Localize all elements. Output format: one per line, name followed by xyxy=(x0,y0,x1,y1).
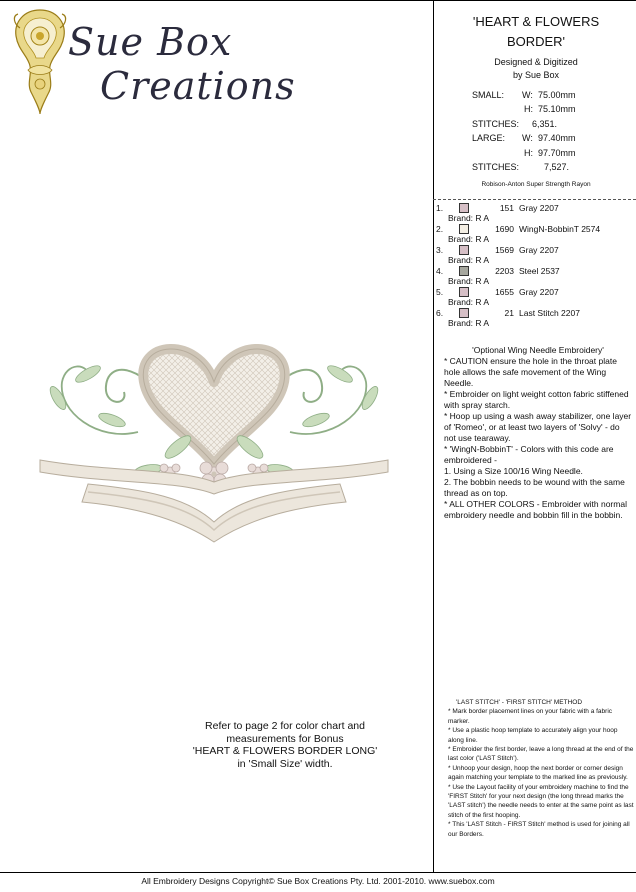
top-rule xyxy=(0,0,636,1)
color-name: Last Stitch 2207 xyxy=(519,308,580,318)
color-number: 2. xyxy=(436,224,444,234)
small-w-label: W: xyxy=(522,90,533,100)
color-brand: Brand: R A xyxy=(448,276,490,286)
refer-line4: in 'Small Size' width. xyxy=(237,757,333,770)
dashed-divider xyxy=(433,199,636,200)
color-swatch xyxy=(459,203,469,213)
color-code: 1690 xyxy=(495,224,514,234)
large-width: 97.40mm xyxy=(538,133,576,143)
designer-credit xyxy=(436,56,636,82)
color-code: 1569 xyxy=(495,245,514,255)
thread-brand: Robison-Anton Super Strength Rayon xyxy=(481,181,591,188)
color-code: 1655 xyxy=(495,287,514,297)
color-brand: Brand: R A xyxy=(448,297,490,307)
color-code: 21 xyxy=(504,308,514,318)
color-number: 4. xyxy=(436,266,444,276)
column-divider xyxy=(433,0,434,872)
color-name: Steel 2537 xyxy=(519,266,560,276)
large-stitches-label: STITCHES: xyxy=(472,162,520,172)
logo-text-line1: Sue Box xyxy=(68,20,233,64)
color-swatch xyxy=(459,245,469,255)
color-number: 1. xyxy=(436,203,444,213)
color-name: Gray 2207 xyxy=(519,245,559,255)
logo-text-line2: Creations xyxy=(100,64,296,108)
color-code: 151 xyxy=(499,203,514,213)
notes-caution: * CAUTION ensure the hole in the throat plate hole allows the safe movement of the Wing Needle. xyxy=(444,356,617,388)
notes-stabilizer: * Hoop up using a wash away stabilizer, one layer of 'Romeo', or at least two layers of 'Solvy' - do not use tearaway. xyxy=(444,411,632,443)
method-step3: * Embroider the first border, leave a long thread at the end of the last color ('LAST Stitch'). xyxy=(448,746,634,763)
color-brand: Brand: R A xyxy=(448,318,490,328)
small-width: 75.00mm xyxy=(538,90,576,100)
color-row xyxy=(436,245,634,266)
color-swatch xyxy=(459,224,469,234)
color-row xyxy=(436,266,634,287)
color-row xyxy=(436,203,634,224)
large-h-label: H: xyxy=(524,148,533,158)
method-step1: * Mark border placement lines on your fabric with a fabric marker. xyxy=(448,708,613,725)
large-w-label: W: xyxy=(522,133,533,143)
method-step6: * This 'LAST Stitch - FIRST Stitch' method is used for joining all our Borders. xyxy=(448,821,630,838)
color-name: Gray 2207 xyxy=(519,287,559,297)
small-h-label: H: xyxy=(524,104,533,114)
notes-needle-size: 1. Using a Size 100/16 Wing Needle. xyxy=(444,466,583,476)
title-line1: 'HEART & FLOWERS xyxy=(472,14,600,29)
large-height: 97.70mm xyxy=(538,148,576,158)
copyright-footer: All Embroidery Designs Copyright© Sue Box Creations Pty. Ltd. 2001-2010. www.suebox.com xyxy=(141,876,495,886)
embroidery-design-image xyxy=(28,322,400,547)
color-code: 2203 xyxy=(495,266,514,276)
color-name: Gray 2207 xyxy=(519,203,559,213)
notes-heading: 'Optional Wing Needle Embroidery' xyxy=(472,345,604,355)
notes-bobbin: 2. The bobbin needs to be wound with the same thread as on top. xyxy=(444,477,625,498)
wing-needle-notes xyxy=(444,345,632,521)
notes-fabric: * Embroider on light weight cotton fabric stiffened with spray starch. xyxy=(444,389,629,410)
color-swatch xyxy=(459,308,469,318)
small-stitches: 6,351. xyxy=(532,119,558,129)
color-brand: Brand: R A xyxy=(448,255,490,265)
color-number: 6. xyxy=(436,308,444,318)
color-brand: Brand: R A xyxy=(448,213,490,223)
color-brand: Brand: R A xyxy=(448,234,490,244)
bottom-rule xyxy=(0,872,636,873)
small-label: SMALL: xyxy=(472,90,505,100)
large-label: LARGE: xyxy=(472,133,506,143)
color-number: 3. xyxy=(436,245,444,255)
logo xyxy=(10,6,296,116)
large-stitches: 7,527. xyxy=(544,162,570,172)
color-swatch xyxy=(459,266,469,276)
small-height: 75.10mm xyxy=(538,104,576,114)
title-line2: BORDER' xyxy=(506,34,566,49)
last-stitch-method xyxy=(448,698,634,839)
color-chart xyxy=(436,203,634,329)
designed-line1: Designed & Digitized xyxy=(494,57,578,67)
refer-note xyxy=(160,720,410,770)
design-title xyxy=(436,12,636,52)
color-name: WingN-BobbinT 2574 xyxy=(519,224,601,234)
method-step5: * Use the Layout facility of your embroidery machine to find the 'FIRST Stitch' for your next design (the long thread marks the 'LAST stitch') the needle needs to enter at the same point as last stitch of the first hooping. xyxy=(448,783,634,819)
small-stitches-label: STITCHES: xyxy=(472,119,520,129)
color-number: 5. xyxy=(436,287,444,297)
designed-line2: by Sue Box xyxy=(512,70,560,80)
refer-line1: Refer to page 2 for color chart and xyxy=(205,720,365,732)
refer-line2: measurements for Bonus xyxy=(226,732,344,745)
color-row xyxy=(436,308,634,329)
method-step2: * Use a plastic hoop template to accurately align your hoop along line. xyxy=(448,727,618,744)
color-row xyxy=(436,224,634,245)
notes-other-colors: * ALL OTHER COLORS - Embroider with normal embroidery needle and bobbin fill in the bobbin. xyxy=(444,499,627,520)
notes-wing-colors: * 'WingN-BobbinT' - Colors with this code are embroidered - xyxy=(444,444,614,465)
ornament-logo-icon xyxy=(10,6,70,116)
refer-line3: 'HEART & FLOWERS BORDER LONG' xyxy=(192,745,378,757)
method-heading: 'LAST STITCH' - 'FIRST STITCH' METHOD xyxy=(456,699,583,706)
method-step4: * Unhoop your design, hoop the next border or corner design again matching your template to the marked line as previously. xyxy=(448,764,628,782)
color-swatch xyxy=(459,287,469,297)
color-row xyxy=(436,287,634,308)
